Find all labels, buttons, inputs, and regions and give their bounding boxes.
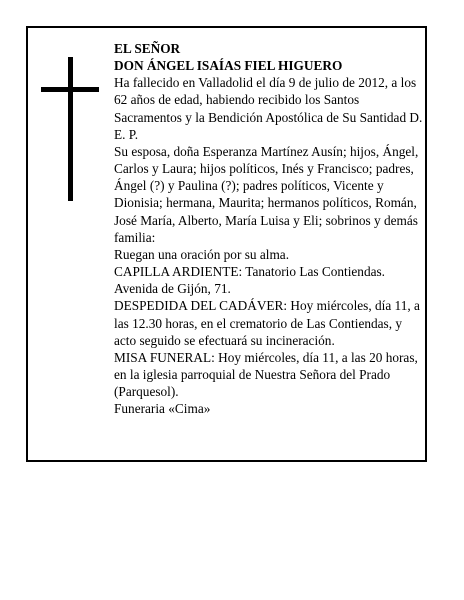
obituary-notice xyxy=(26,26,427,462)
notice-title-line2: DON ÁNGEL ISAÍAS FIEL HIGUERO xyxy=(114,58,343,74)
notice-paragraph-death: Ha fallecido en Valladolid el día 9 de julio de 2012, a los 62 años de edad, habiendo recibido los Santos Sacramentos y la Bendición Apostólica de Su Santidad D. E. P. xyxy=(114,75,423,142)
notice-paragraph-prayer: Ruegan una oración por su alma. xyxy=(114,246,290,262)
notice-paragraph-mass: MISA FUNERAL: Hoy miércoles, día 11, a las 20 horas, en la iglesia parroquial de Nuestra Señora del Prado (Parquesol). xyxy=(114,349,418,400)
notice-paragraph-funeral-home: Funeraria «Cima» xyxy=(114,401,211,417)
notice-paragraph-family: Su esposa, doña Esperanza Martínez Ausín; hijos, Ángel, Carlos y Laura; hijos políticos, Inés y Francisco; padres, Ángel (?) y Paulina (?); padres políticos, Vicente y Dionisia; hermana, Maurita; hermanos políticos, Román, José María, Alberto, María Luisa y Eli; sobrinos y demás familia: xyxy=(114,143,419,245)
notice-paragraph-farewell: DESPEDIDA DEL CADÁVER: Hoy miércoles, día 11, a las 12.30 horas, en el crematorio de Las Contiendas, y acto seguido se efectuará su incineración. xyxy=(114,298,420,348)
notice-paragraph-chapel: CAPILLA ARDIENTE: Tanatorio Las Contiendas. Avenida de Gijón, 71. xyxy=(114,264,386,297)
cross-horizontal-bar xyxy=(41,87,99,92)
cross-vertical-bar xyxy=(68,57,73,201)
notice-title-line1: EL SEÑOR xyxy=(114,41,181,56)
notice-text xyxy=(114,40,424,417)
